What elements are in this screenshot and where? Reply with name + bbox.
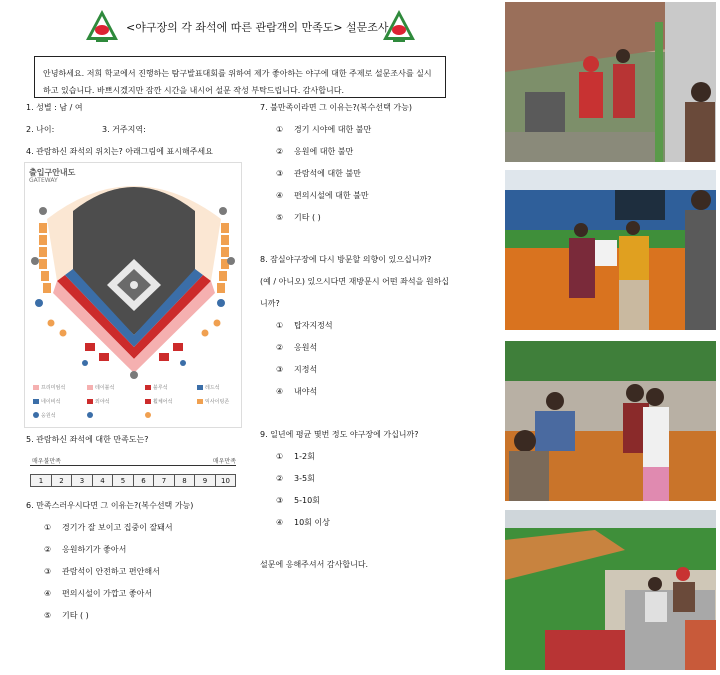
q7-option-text: 관람석에 대한 불만 [294, 169, 361, 178]
q3-region: 3. 거주지역: [102, 125, 146, 134]
photo-field-view [505, 510, 716, 670]
legend-item-3: 블루석 [153, 385, 168, 391]
q6-option-text: 관람석이 안전하고 편안해서 [62, 567, 160, 576]
legend-item-8: 익사이팅존 [205, 399, 230, 405]
q8-option-num[interactable]: ② [276, 343, 284, 352]
q7-option-num[interactable]: ② [276, 147, 284, 156]
q9-option-text: 5-10회 [294, 496, 320, 505]
legend-item-1: 프리미엄석 [41, 385, 66, 391]
q9-option-text: 3-5회 [294, 474, 315, 483]
q7-option-num[interactable]: ③ [276, 169, 284, 178]
q6-option-text: 편의시설이 가깝고 좋아서 [62, 589, 153, 598]
q8-option-text: 탑자지정석 [294, 321, 333, 330]
q9-option-num[interactable]: ③ [276, 496, 284, 505]
scale-option[interactable]: 4 [92, 475, 112, 487]
satisfaction-scale [30, 456, 236, 490]
q7-option-num[interactable]: ① [276, 125, 284, 134]
closing-message: 설문에 응해주셔서 감사합니다. [260, 560, 369, 569]
school-logo-left [84, 8, 120, 44]
q6-option-text: 응원하기가 좋아서 [62, 545, 127, 554]
gateway-title: 출입구안내도 [29, 168, 76, 177]
legend-item-5: 네이비석 [41, 399, 61, 405]
q8-line3: 니까? [260, 299, 280, 308]
q6-title: 6. 만족스러우시다면 그 이유는?(복수선택 가능) [26, 501, 194, 510]
q8-option-num[interactable]: ① [276, 321, 284, 330]
q7-option-text: 편의시설에 대한 불만 [294, 191, 369, 200]
q6-option-num[interactable]: ④ [44, 589, 52, 598]
q8-option-text: 응원석 [294, 343, 318, 352]
q5-satisfaction: 5. 관람하신 좌석에 대한 만족도는? [26, 435, 149, 444]
photo-stands-fans [505, 2, 716, 162]
intro-box: 안녕하세요. 저희 학교에서 진행하는 탐구발표대회를 위하여 제가 좋아하는 야구에 대한 주제로 설문조사를 실시하고 있습니다. 바쁘시겠지만 잠깐 시간을 내시어 설문 작성 부탁드립니다. 감사합니다. [34, 56, 446, 98]
photo-seated-fans [505, 341, 716, 501]
scale-bar[interactable] [30, 474, 236, 487]
legend-item-4: 레드석 [205, 385, 220, 391]
q7-option-text: 응원에 대한 불만 [294, 147, 354, 156]
stadium-seat-map [24, 162, 242, 428]
q9-title: 9. 일년에 평균 몇번 정도 야구장에 가십니까? [260, 430, 419, 439]
q6-option-text: 경기가 잘 보이고 집중이 잘돼서 [62, 523, 173, 532]
scale-option[interactable]: 1 [38, 477, 44, 485]
q6-option-num[interactable]: ⑤ [44, 611, 52, 620]
legend-item-9: 응원석 [41, 413, 56, 419]
q8-option-text: 내야석 [294, 387, 318, 396]
q8-option-text: 지정석 [294, 365, 318, 374]
scale-option[interactable]: 6 [133, 475, 153, 487]
school-logo-right [381, 8, 417, 44]
q4-seat-location: 4. 관람하신 좌석의 위치는? 아래그림에 표시해주세요 [26, 147, 213, 156]
scale-right-label: 매우만족 [212, 458, 236, 465]
scale-left-label: 매우불만족 [32, 458, 61, 465]
scale-option[interactable]: 8 [174, 475, 194, 487]
q8-line2: (예 / 아니오) 있으시다면 재방문시 어떤 좌석을 원하십 [260, 277, 450, 286]
q6-option-text: 기타 ( ) [62, 611, 89, 620]
scale-option[interactable]: 2 [51, 475, 71, 487]
legend-item-7: 휠체어석 [153, 399, 173, 405]
q7-option-text: 기타 ( ) [294, 213, 321, 222]
q6-option-num[interactable]: ② [44, 545, 52, 554]
q7-option-text: 경기 시야에 대한 불만 [294, 125, 372, 134]
q2-age: 2. 나이: [26, 125, 55, 134]
scale-option[interactable]: 3 [71, 475, 92, 487]
q9-option-text: 10회 이상 [294, 518, 330, 527]
legend-item-2: 테이블석 [95, 385, 115, 391]
scale-option[interactable]: 5 [112, 475, 133, 487]
q6-option-num[interactable]: ③ [44, 567, 52, 576]
scale-option[interactable]: 10 [215, 475, 235, 487]
q7-option-num[interactable]: ④ [276, 191, 284, 200]
q8-title: 8. 잠실야구장에 다시 방문할 의향이 있으십니까? [260, 255, 432, 264]
q9-option-num[interactable]: ① [276, 452, 284, 461]
q1-gender: 1. 성별 : 남 / 여 [26, 103, 83, 112]
q8-option-num[interactable]: ④ [276, 387, 284, 396]
q7-title: 7. 불만족이라면 그 이유는?(복수선택 가능) [260, 103, 412, 112]
q9-option-text: 1-2회 [294, 452, 315, 461]
q8-option-num[interactable]: ③ [276, 365, 284, 374]
survey-title: <야구장의 각 좌석에 따른 관람객의 만족도> 설문조사 [126, 21, 389, 34]
q6-option-num[interactable]: ① [44, 523, 52, 532]
q9-option-num[interactable]: ④ [276, 518, 284, 527]
scale-option[interactable]: 9 [194, 475, 215, 487]
scale-option[interactable]: 7 [153, 475, 174, 487]
photo-survey-stands [505, 170, 716, 330]
q9-option-num[interactable]: ② [276, 474, 284, 483]
gateway-subtitle: GATEWAY [29, 177, 58, 184]
q7-option-num[interactable]: ⑤ [276, 213, 284, 222]
legend-item-6: 외야석 [95, 399, 110, 405]
